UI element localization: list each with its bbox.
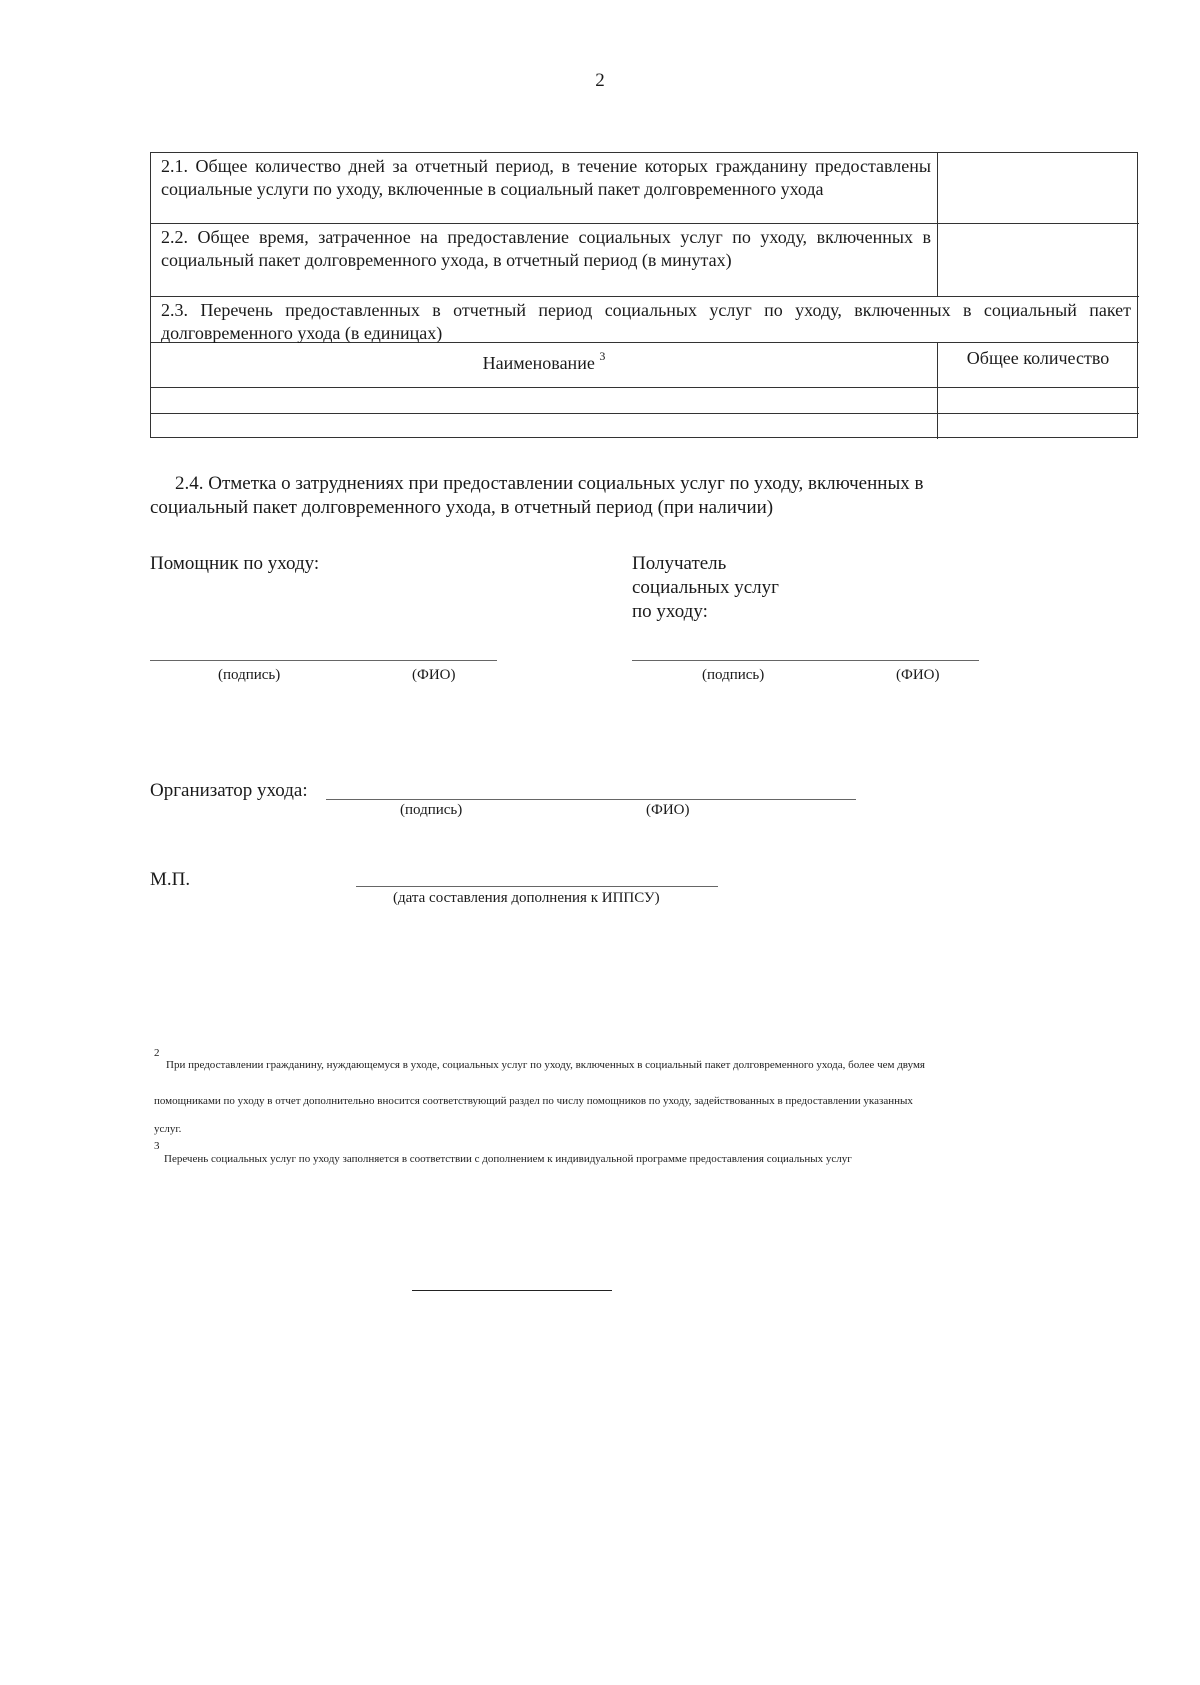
assistant-label: Помощник по уходу: <box>150 553 320 574</box>
row-2-2-text: 2.2. Общее время, затраченное на предоставление социальных услуг по уходу, включенных в социальный пакет долговременного ухода, в отчетный период (в минутах) <box>161 227 931 270</box>
recipient-signature-line[interactable] <box>632 660 979 661</box>
recipient-label-line2: социальных услуг <box>632 577 779 598</box>
date-caption: (дата составления дополнения к ИППСУ) <box>393 890 660 906</box>
section-2-4-line1: 2.4. Отметка о затруднениях при предоставлении социальных услуг по уходу, включенных в <box>175 473 924 494</box>
organizer-signature-caption: (подпись) <box>400 802 463 818</box>
date-line[interactable] <box>356 886 718 887</box>
column-header-name-label: Наименование <box>482 353 595 373</box>
recipient-label-line3: по уходу: <box>632 601 708 622</box>
organizer-signature-line[interactable] <box>326 799 856 800</box>
service-total-cell[interactable] <box>939 415 1135 437</box>
footnote-3-text: Перечень социальных услуг по уходу заполняется в соответствии с дополнением к индивидуальной программе предоставления социальных услуг <box>164 1153 852 1165</box>
footnote-2-line3: услуг. <box>154 1123 182 1135</box>
section-2-4-line2: социальный пакет долговременного ухода, в отчетный период (при наличии) <box>150 497 774 518</box>
row-2-3-text: 2.3. Перечень предоставленных в отчетный период социальных услуг по уходу, включенных в социальный пакет долговременного ухода (в единицах) <box>161 300 1131 343</box>
table-row-divider <box>151 413 1139 414</box>
service-name-cell[interactable] <box>153 415 935 437</box>
organizer-label: Организатор ухода: <box>150 780 308 801</box>
row-2-2-value-cell[interactable] <box>943 226 1133 292</box>
table-row-divider <box>151 223 1139 224</box>
recipient-fio-caption: (ФИО) <box>896 667 940 683</box>
recipient-label-line1: Получатель <box>632 553 727 574</box>
closing-rule <box>412 1290 612 1291</box>
report-table <box>150 152 1138 438</box>
table-row-divider <box>151 296 1139 297</box>
assistant-signature-line[interactable] <box>150 660 497 661</box>
service-total-cell[interactable] <box>939 389 1135 411</box>
footnote-2-number: 2 <box>154 1047 160 1059</box>
footnote-ref-3: 3 <box>599 349 606 363</box>
table-col-divider <box>937 153 938 296</box>
row-2-1-value-cell[interactable] <box>943 155 1133 219</box>
seal-label: М.П. <box>150 869 191 890</box>
recipient-signature-caption: (подпись) <box>702 667 765 683</box>
service-name-cell[interactable] <box>153 389 935 411</box>
footnote-3-number: 3 <box>154 1140 160 1152</box>
footnote-2-line2: помощниками по уходу в отчет дополнительно вносится соответствующий раздел по числу помощников по уходу, задействованных в предоставлении указанных <box>154 1095 913 1107</box>
page-number: 2 <box>595 70 605 91</box>
column-header-total: Общее количество <box>966 348 1110 368</box>
table-row-divider <box>151 387 1139 388</box>
footnote-2-line1: При предоставлении гражданину, нуждающемуся в уходе, социальных услуг по уходу, включенных в социальный пакет долговременного ухода, более чем двумя <box>166 1059 925 1071</box>
organizer-fio-caption: (ФИО) <box>646 802 690 818</box>
column-header-name <box>151 345 937 375</box>
assistant-fio-caption: (ФИО) <box>412 667 456 683</box>
row-2-1-text: 2.1. Общее количество дней за отчетный период, в течение которых гражданину предоставлены социальные услуги по уходу, включенные в социальный пакет долговременного ухода <box>161 156 931 199</box>
assistant-signature-caption: (подпись) <box>218 667 281 683</box>
